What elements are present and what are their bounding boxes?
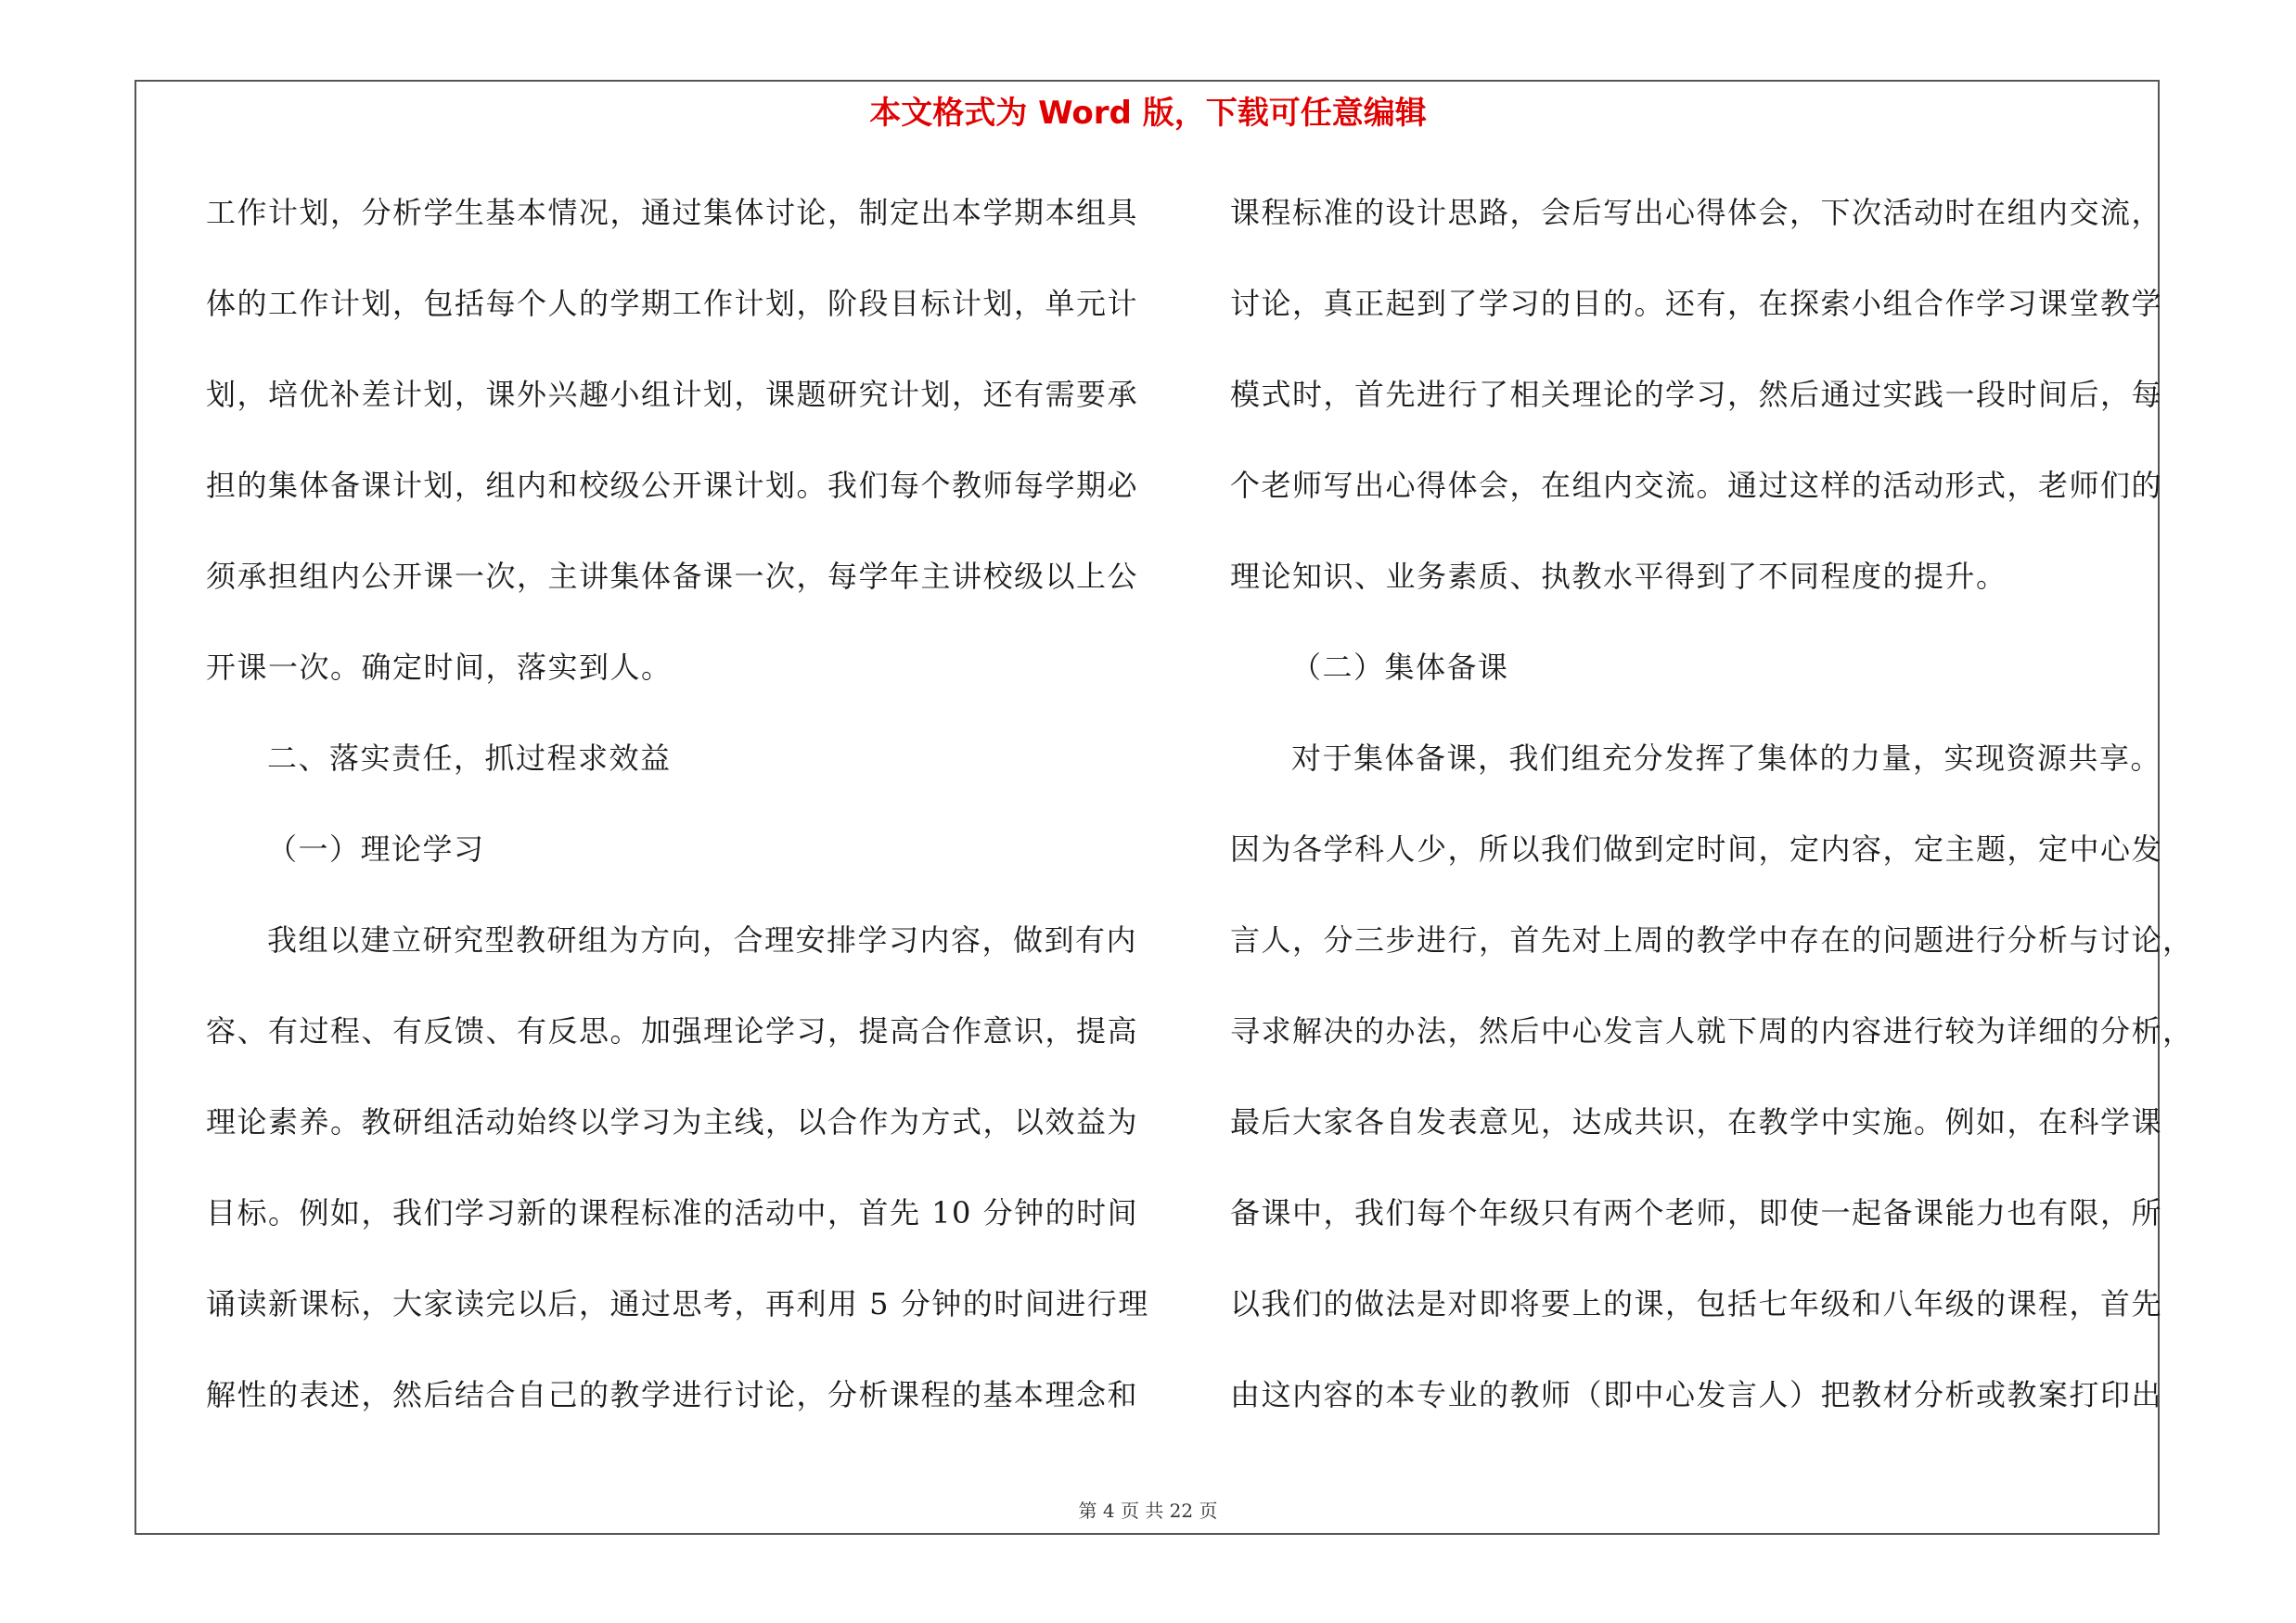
page-footer: 第 4 页 共 22 页 [1078,1500,1218,1522]
text-line: 担的集体备课计划，组内和校级公开课计划。我们每个教师每学期必 [206,468,1139,503]
text-line: 诵读新课标，大家读完以后，通过思考，再利用 5 分钟的时间进行理 [206,1286,1149,1321]
text-line: 体的工作计划，包括每个人的学期工作计划，阶段目标计划，单元计 [206,286,1139,321]
text-line: 因为各学科人少，所以我们做到定时间，定内容，定主题，定中心发 [1230,831,2163,867]
text-line: 讨论，真正起到了学习的目的。还有，在探索小组合作学习课堂教学 [1230,286,2163,321]
text-line: 个老师写出心得体会，在组内交流。通过这样的活动形式，老师们的 [1230,468,2163,503]
text-line: 对于集体备课，我们组充分发挥了集体的力量，实现资源共享。 [1291,741,2162,776]
text-line: 划，培优补差计划，课外兴趣小组计划，课题研究计划，还有需要承 [206,377,1139,412]
text-line: 解性的表述，然后结合自己的教学进行讨论，分析课程的基本理念和 [206,1377,1139,1412]
text-line: 言人，分三步进行，首先对上周的教学中存在的问题进行分析与讨论， [1230,922,2194,958]
text-line: 理论素养。教研组活动始终以学习为主线，以合作为方式，以效益为 [206,1104,1139,1140]
text-line: （一）理论学习 [267,831,485,867]
text-line: 我组以建立研究型教研组为方向，合理安排学习内容，做到有内 [267,922,1138,958]
text-line: 寻求解决的办法，然后中心发言人就下周的内容进行较为详细的分析， [1230,1013,2194,1049]
text-line: 工作计划，分析学生基本情况，通过集体讨论，制定出本学期本组具 [206,195,1139,230]
text-line: 课程标准的设计思路，会后写出心得体会，下次活动时在组内交流， [1230,195,2163,230]
text-line: 理论知识、业务素质、执教水平得到了不同程度的提升。 [1230,559,2007,594]
text-line: 备课中，我们每个年级只有两个老师，即使一起备课能力也有限，所 [1230,1195,2163,1230]
format-banner: 本文格式为 Word 版，下载可任意编辑 [869,95,1427,132]
text-line: 二、落实责任，抓过程求效益 [267,741,672,776]
left-column [206,184,1149,1457]
text-line: 须承担组内公开课一次，主讲集体备课一次，每学年主讲校级以上公 [206,559,1139,594]
text-line: 模式时，首先进行了相关理论的学习，然后通过实践一段时间后，每 [1230,377,2163,412]
text-line: 由这内容的本专业的教师（即中心发言人）把教材分析或教案打印出 [1230,1377,2163,1412]
text-line: 容、有过程、有反馈、有反思。加强理论学习，提高合作意识，提高 [206,1013,1139,1049]
text-line: 开课一次。确定时间，落实到人。 [206,650,673,685]
text-line: 目标。例如，我们学习新的课程标准的活动中，首先 10 分钟的时间 [206,1195,1139,1230]
text-line: （二）集体备课 [1291,650,1509,685]
text-line: 以我们的做法是对即将要上的课，包括七年级和八年级的课程，首先 [1230,1286,2163,1321]
text-line: 最后大家各自发表意见，达成共识，在教学中实施。例如，在科学课 [1230,1104,2163,1140]
right-column [1230,184,2194,1457]
